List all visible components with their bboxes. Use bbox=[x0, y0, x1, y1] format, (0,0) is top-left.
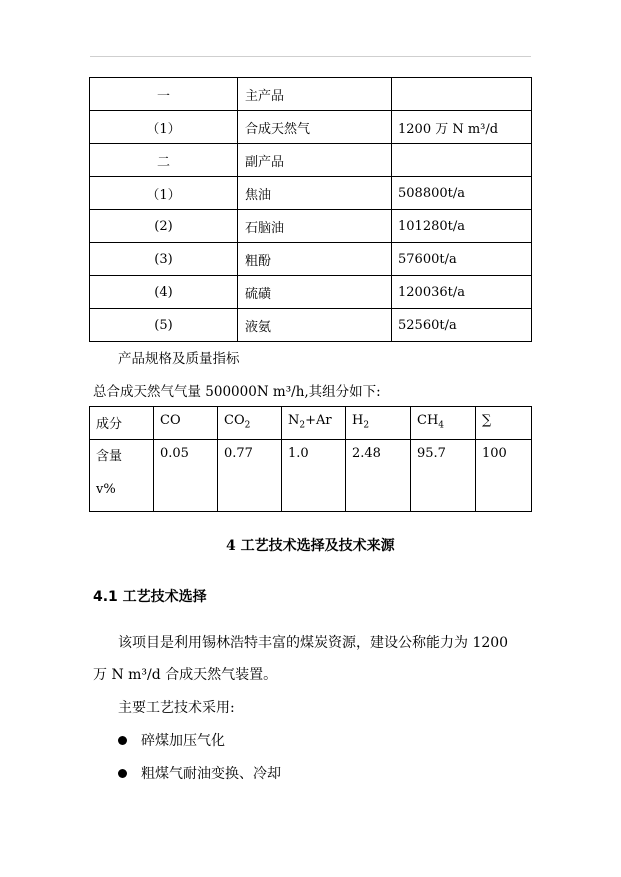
composition-value-row bbox=[90, 440, 532, 512]
table-row bbox=[90, 111, 532, 144]
component-header: CO bbox=[154, 407, 218, 440]
component-value: 0.05 bbox=[154, 440, 218, 512]
product-amount: 508800t/a bbox=[392, 177, 532, 210]
product-name: 粗酚 bbox=[238, 243, 392, 276]
list-item-text: 碎煤加压气化 bbox=[141, 733, 225, 749]
paragraph-line: 万 N m³/d 合成天然气装置。 bbox=[93, 667, 278, 683]
spec-caption: 产品规格及质量指标 bbox=[118, 351, 240, 367]
product-amount: 1200 万 N m³/d bbox=[392, 111, 532, 144]
list-item-text: 粗煤气耐油变换、冷却 bbox=[141, 766, 281, 782]
header-label: 成分 bbox=[90, 407, 154, 440]
row-number: 一 bbox=[90, 78, 238, 111]
product-amount: 57600t/a bbox=[392, 243, 532, 276]
component-header: $CO_2$ bbox=[218, 407, 282, 440]
section-4-1-heading: 4.1 工艺技术选择 bbox=[93, 589, 207, 605]
bullet-icon bbox=[118, 736, 127, 745]
row-number: (5) bbox=[90, 309, 238, 342]
product-name: 焦油 bbox=[238, 177, 392, 210]
table-row bbox=[90, 144, 532, 177]
product-name: 主产品 bbox=[238, 78, 392, 111]
component-value: 1.0 bbox=[282, 440, 346, 512]
list-item bbox=[118, 763, 281, 783]
component-value: 0.77 bbox=[218, 440, 282, 512]
product-name: 合成天然气 bbox=[238, 111, 392, 144]
composition-table bbox=[89, 406, 532, 512]
table-row bbox=[90, 78, 532, 111]
composition-header-row bbox=[90, 407, 532, 440]
row-number: (2) bbox=[90, 210, 238, 243]
gas-intro-caption: 总合成天然气气量 500000N m³/h,其组分如下: bbox=[93, 384, 381, 400]
row-number: (4) bbox=[90, 276, 238, 309]
component-header: ∑ bbox=[476, 407, 532, 440]
component-value: 100 bbox=[476, 440, 532, 512]
bullet-icon bbox=[118, 769, 127, 778]
row-number: （1） bbox=[90, 177, 238, 210]
value-label: 含量 v% bbox=[90, 440, 154, 512]
table-row bbox=[90, 309, 532, 342]
row-number: (3) bbox=[90, 243, 238, 276]
component-header: $N_2+Ar$ bbox=[282, 407, 346, 440]
table-row bbox=[90, 210, 532, 243]
paragraph-line: 主要工艺技术采用: bbox=[118, 700, 235, 716]
component-header: $H_2$ bbox=[346, 407, 411, 440]
product-name: 石脑油 bbox=[238, 210, 392, 243]
section-4-heading: 4 工艺技术选择及技术来源 bbox=[226, 538, 395, 554]
product-amount: 101280t/a bbox=[392, 210, 532, 243]
table-row bbox=[90, 276, 532, 309]
product-amount: 52560t/a bbox=[392, 309, 532, 342]
list-item bbox=[118, 730, 225, 750]
table-row bbox=[90, 177, 532, 210]
row-number: 二 bbox=[90, 144, 238, 177]
product-name: 液氨 bbox=[238, 309, 392, 342]
component-value: 95.7 bbox=[411, 440, 476, 512]
product-name: 副产品 bbox=[238, 144, 392, 177]
header-rule bbox=[90, 56, 531, 57]
component-header: $CH_4$ bbox=[411, 407, 476, 440]
row-number: （1） bbox=[90, 111, 238, 144]
product-amount bbox=[392, 78, 532, 111]
product-name: 硫磺 bbox=[238, 276, 392, 309]
component-value: 2.48 bbox=[346, 440, 411, 512]
table-row bbox=[90, 243, 532, 276]
paragraph-line: 该项目是利用锡林浩特丰富的煤炭资源，建设公称能力为 1200 bbox=[118, 635, 509, 651]
product-amount bbox=[392, 144, 532, 177]
products-table bbox=[89, 77, 532, 342]
product-amount: 120036t/a bbox=[392, 276, 532, 309]
